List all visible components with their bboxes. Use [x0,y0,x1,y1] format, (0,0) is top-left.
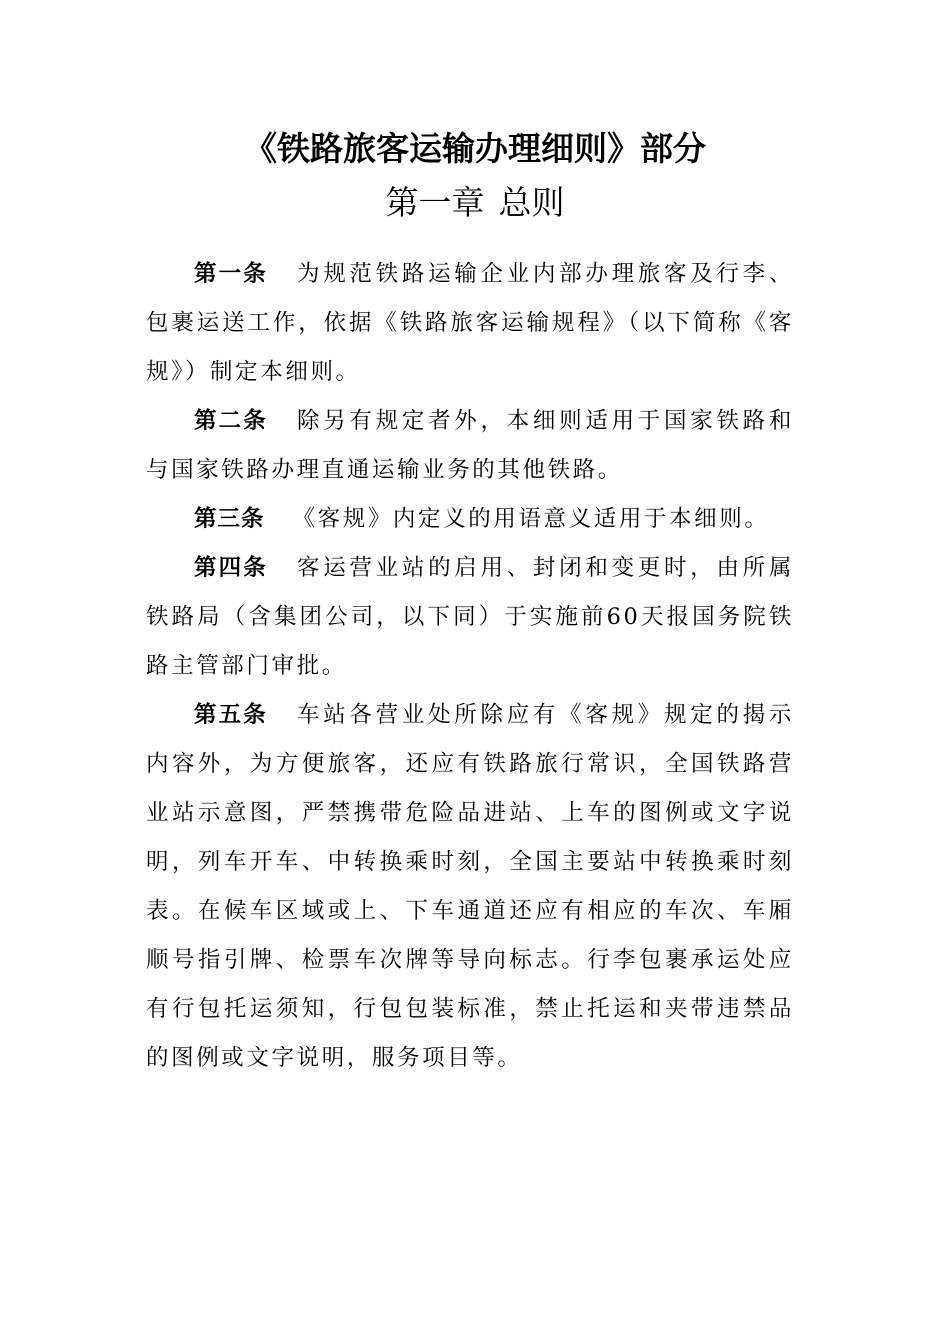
article-text: 《客规》内定义的用语意义适用于本细则。 [292,506,770,532]
article-text: 客运营业站的启用、封闭和变更时，由所属铁路局（含集团公司，以下同）于实施前60天报国务院铁路主管部门审批。 [146,555,794,679]
article-number: 第一条 [194,261,268,287]
article-3 [146,495,794,544]
article-4 [146,544,794,691]
article-text: 为规范铁路运输企业内部办理旅客及行李、包裹运送工作，依据《铁路旅客运输规程》（以下简称《客规》）制定本细则。 [146,261,794,385]
article-number: 第三条 [194,506,265,532]
article-number: 第五条 [194,702,268,728]
article-1 [146,250,794,397]
document-title: 《铁路旅客运输办理细则》部分 [244,129,706,168]
chapter-name: 总则 [498,183,565,222]
chapter-number: 第一章 [385,183,485,222]
article-text: 除另有规定者外，本细则适用于国家铁路和与国家铁路办理直通运输业务的其他铁路。 [146,408,794,483]
article-text: 车站各营业处所除应有《客规》规定的揭示内容外，为方便旅客，还应有铁路旅行常识，全国铁路营业站示意图，严禁携带危险品进站、上车的图例或文字说明，列车开车、中转换乘时刻，全国主要站中转换乘时刻表。在候车区域或上、下车通道还应有相应的车次、车厢顺号指引牌、检票车次牌等导向标志。行李包裹承运处应有行包托运须知，行包包装标准，禁止托运和夹带违禁品的图例或文字说明，服务项目等。 [146,702,794,1071]
document-body [146,250,794,1083]
article-2 [146,397,794,495]
article-5 [146,691,794,1083]
chapter-heading [0,178,950,228]
article-number: 第四条 [194,555,268,581]
article-number: 第二条 [194,408,268,434]
